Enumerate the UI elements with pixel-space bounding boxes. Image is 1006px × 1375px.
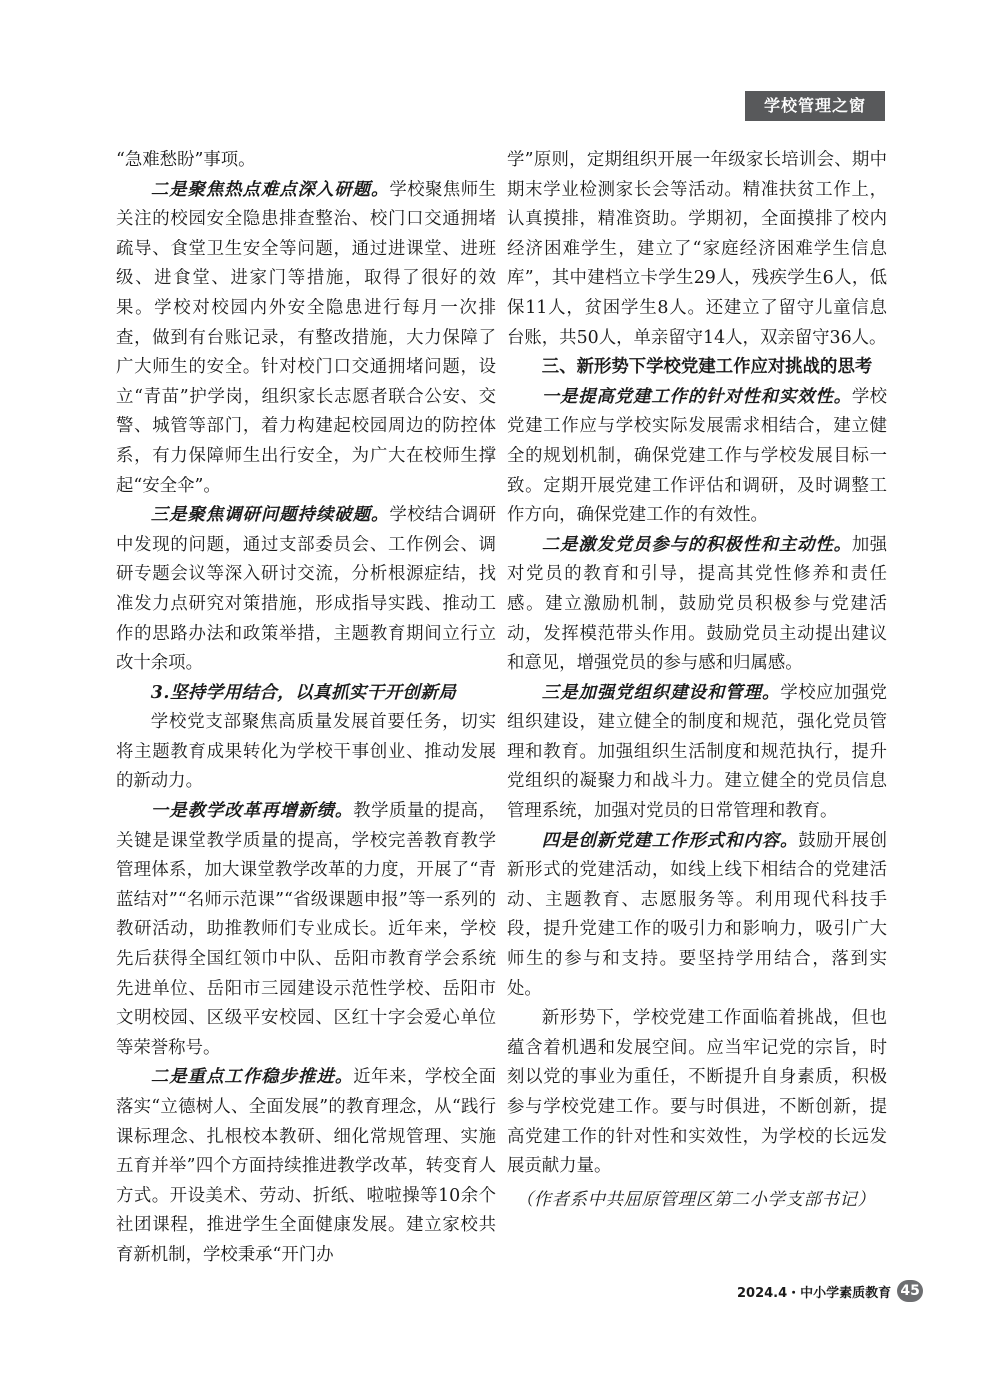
author-byline: （作者系中共屈原管理区第二小学支部书记） — [515, 1189, 876, 1210]
paragraph-body: 学校聚焦师生关注的校园安全隐患排查整治、校门口交通拥堵疏导、食堂卫生安全等问题，通过进课堂、进班级、进食堂、进家门等措施，取得了很好的效果。学校对校园内外安全隐患进行每月一次排查，做到有台账记录，有整改措施，大力保障了广大师生的安全。针对校门口交通拥堵问题，设立“青苗”护学岗，组织家长志愿者联合公安、交警、城管等部门，着力构建起校园周边的防控体系，有力保障师生出行安全，为广大在校师生撑起“安全伞”。 — [116, 179, 496, 496]
paragraph — [116, 501, 496, 679]
paragraph-body: 学校结合调研中发现的问题，通过支部委员会、工作例会、调研专题会议等深入研讨交流，分析根源症结，找准发力点研究对策措施，形成指导实践、推动工作的思路办法和政策举措，主题教育期间立行立改十余项。 — [116, 505, 496, 674]
paragraph: 学校党支部聚焦高质量发展首要任务，切实将主题教育成果转化为学校干事创业、推动发展的新动力。 — [116, 712, 496, 792]
paragraph-body: 学校应加强党组织建设，建立健全的制度和规范，强化党员管理和教育。加强组织生活制度和规范执行，提升党组织的凝聚力和战斗力。建立健全的党员信息管理系统，加强对党员的日常管理和教育。 — [507, 682, 887, 822]
paragraph-body: 近年来，学校全面落实“立德树人、全面发展”的教育理念，从“践行课标理念、扎根校本教研、细化常规管理、实施五育并举”四个方面持续推进教学改革，转变育人方式。开设美术、劳动、折纸、啦啦操等10余个社团课程，推进学生全面健康发展。建立家校共育新机制，学校秉承“开门办 — [116, 1067, 496, 1265]
paragraph-body: 加强对党员的教育和引导，提高其党性修养和责任感。建立激励机制，鼓励党员积极参与党建活动，发挥模范带头作用。鼓励党员主动提出建议和意见，增强党员的参与感和归属感。 — [507, 534, 887, 674]
paragraph — [507, 531, 887, 679]
paragraph-lead: 二是重点工作稳步推进。 — [150, 1067, 354, 1088]
paragraph: “急难愁盼”事项。 — [116, 150, 256, 170]
right-column — [507, 146, 887, 1215]
paragraph-lead: 三是加强党组织建设和管理。 — [541, 682, 781, 703]
left-column — [116, 146, 496, 1271]
subheading: 3.坚持学用结合，以真抓实干开创新局 — [150, 682, 457, 703]
paragraph — [116, 176, 496, 502]
paragraph-body: 鼓励开展创新形式的党建活动，如线上线下相结合的党建活动、主题教育、志愿服务等。利用现代科技手段，提升党建工作的吸引力和影响力，吸引广大师生的参与和支持。要坚持学用结合，落到实处。 — [507, 830, 887, 999]
paragraph-lead: 一是教学改革再增新绩。 — [150, 801, 354, 822]
paragraph-lead: 四是创新党建工作形式和内容。 — [541, 830, 799, 851]
paragraph-body: 教学质量的提高，关键是课堂教学质量的提高，学校完善教育教学管理体系，加大课堂教学改革的力度，开展了“青蓝结对”“名师示范课”“省级课题申报”等一系列的教研活动，助推教师们专业成长。近年来，学校先后获得全国红领巾中队、岳阳市教育学会系统先进单位、岳阳市三园建设示范性学校、岳阳市文明校园、区级平安校园、区红十字会爱心单位等荣誉称号。 — [116, 801, 496, 1058]
paragraph — [116, 1063, 496, 1270]
paragraph-lead: 一是提高党建工作的针对性和实效性。 — [541, 386, 852, 407]
paragraph-lead: 二是聚焦热点难点深入研题。 — [150, 179, 390, 200]
paragraph-body: 学校党建工作应与学校实际发展需求相结合，建立健全的规划机制，确保党建工作与学校发展目标一致。定期开展党建工作评估和调研，及时调整工作方向，确保党建工作的有效性。 — [507, 386, 887, 526]
section-heading: 三、新形势下学校党建工作应对挑战的思考 — [541, 357, 873, 378]
paragraph — [507, 827, 887, 1005]
issue-label: 2024.4・中小学素质教育 — [737, 1285, 892, 1301]
paragraph: 学”原则，定期组织开展一年级家长培训会、期中期末学业检测家长会等活动。精准扶贫工作上，认真摸排，精准资助。学期初，全面摸排了校内经济困难学生，建立了“家庭经济困难学生信息库”，其中建档立卡学生29人，残疾学生6人，低保11人，贫困学生8人。还建立了留守儿童信息台账，共50人，单亲留守14人，双亲留守36人。 — [507, 150, 887, 348]
section-tag: 学校管理之窗 — [745, 91, 885, 121]
page-number: 45 — [897, 1280, 923, 1302]
paragraph — [116, 797, 496, 1063]
paragraph: 新形势下，学校党建工作面临着挑战，但也蕴含着机遇和发展空间。应当牢记党的宗旨，时刻以党的事业为重任，不断提升自身素质，积极参与学校党建工作。要与时俱进，不断创新，提高党建工作的针对性和实效性，为学校的长远发展贡献力量。 — [507, 1008, 887, 1177]
page-footer — [737, 1279, 923, 1303]
paragraph-lead: 三是聚焦调研问题持续破题。 — [150, 505, 390, 526]
paragraph — [507, 679, 887, 827]
paragraph — [507, 383, 887, 531]
paragraph-lead: 二是激发党员参与的积极性和主动性。 — [541, 534, 852, 555]
